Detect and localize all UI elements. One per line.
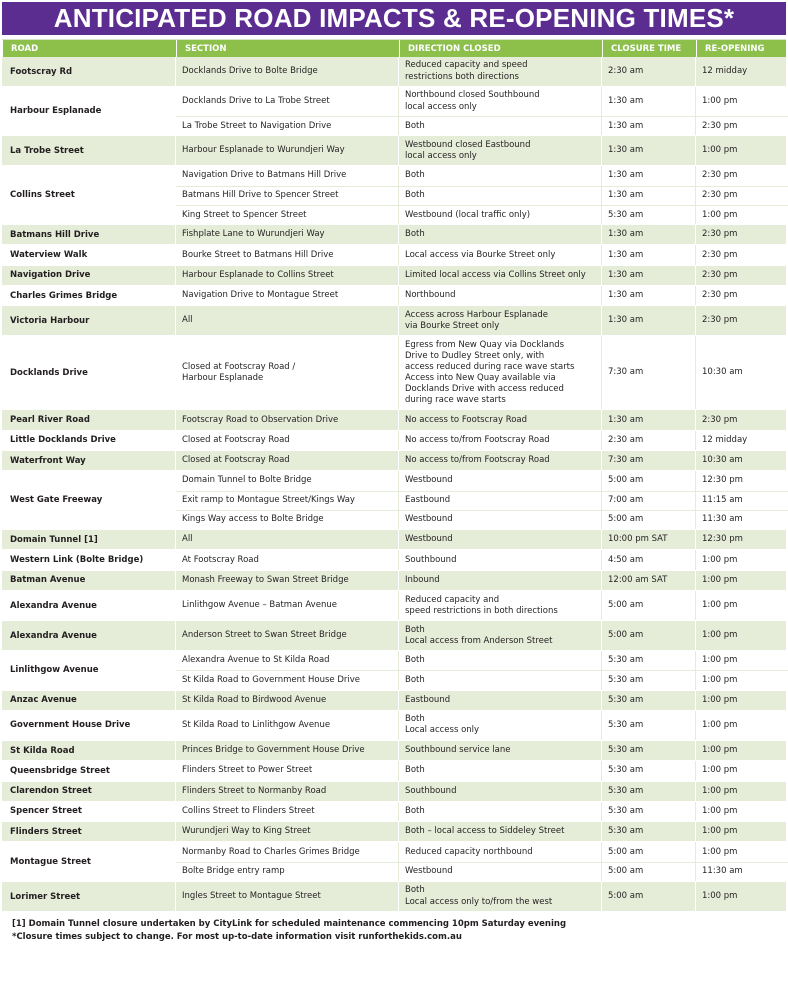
section-cell: Ingles Street to Montague Street xyxy=(176,882,399,911)
road-name: Batmans Hill Drive xyxy=(2,225,176,244)
direction-closed-cell: Reduced capacity northbound xyxy=(399,842,602,861)
section-cell: Collins Street to Flinders Street xyxy=(176,802,399,821)
section-cell: Closed at Footscray Road xyxy=(176,431,399,450)
road-sections xyxy=(176,225,788,244)
closure-time-cell: 5:00 am xyxy=(602,621,696,650)
section-row xyxy=(176,802,788,821)
road-sections xyxy=(176,530,788,549)
road-impacts-table xyxy=(2,39,786,912)
direction-closed-cell: Southbound service lane xyxy=(399,741,602,760)
header-closure-time: CLOSURE TIME xyxy=(603,40,697,57)
section-cell: Flinders Street to Normanby Road xyxy=(176,782,399,801)
section-cell: Normanby Road to Charles Grimes Bridge xyxy=(176,842,399,861)
section-row xyxy=(176,306,788,335)
road-sections xyxy=(176,166,788,224)
header-road: ROAD xyxy=(3,40,177,57)
table-row xyxy=(2,136,786,166)
title-banner xyxy=(2,2,786,35)
re-opening-cell: 1:00 pm xyxy=(696,802,788,821)
road-name: Navigation Drive xyxy=(2,266,176,285)
road-sections xyxy=(176,87,788,135)
page-title: ANTICIPATED ROAD IMPACTS & RE-OPENING TIMES* xyxy=(53,3,735,33)
road-sections xyxy=(176,336,788,409)
table-body xyxy=(2,57,786,912)
re-opening-cell: 12 midday xyxy=(696,431,788,450)
section-row xyxy=(176,862,788,881)
closure-time-cell: 4:50 am xyxy=(602,550,696,569)
table-row xyxy=(2,741,786,761)
section-cell: Bolte Bridge entry ramp xyxy=(176,863,399,881)
re-opening-cell: 1:00 pm xyxy=(696,822,788,841)
direction-closed-cell: Both xyxy=(399,671,602,689)
road-sections xyxy=(176,471,788,529)
table-row xyxy=(2,782,786,802)
direction-closed-cell: Westbound (local traffic only) xyxy=(399,206,602,224)
section-cell: Docklands Drive to La Trobe Street xyxy=(176,87,399,116)
direction-closed-cell: Limited local access via Collins Street only xyxy=(399,266,602,285)
road-name: Spencer Street xyxy=(2,802,176,821)
table-row xyxy=(2,621,786,651)
re-opening-cell: 1:00 pm xyxy=(696,782,788,801)
re-opening-cell: 2:30 pm xyxy=(696,245,788,264)
header-direction-closed: DIRECTION CLOSED xyxy=(400,40,603,57)
section-cell: King Street to Spencer Street xyxy=(176,206,399,224)
direction-closed-cell: Northbound closed Southbound local access only xyxy=(399,87,602,116)
closure-time-cell: 7:30 am xyxy=(602,451,696,470)
section-cell: All xyxy=(176,306,399,335)
re-opening-cell: 1:00 pm xyxy=(696,571,788,590)
road-sections xyxy=(176,266,788,285)
re-opening-cell: 12:30 pm xyxy=(696,471,788,490)
section-cell: Harbour Esplanade to Wurundjeri Way xyxy=(176,136,399,165)
re-opening-cell: 1:00 pm xyxy=(696,87,788,116)
road-name: Queensbridge Street xyxy=(2,761,176,780)
road-name: Montague Street xyxy=(2,842,176,881)
re-opening-cell: 1:00 pm xyxy=(696,842,788,861)
road-sections xyxy=(176,571,788,590)
section-cell: Princes Bridge to Government House Drive xyxy=(176,741,399,760)
section-row xyxy=(176,842,788,861)
road-name: Alexandra Avenue xyxy=(2,591,176,620)
section-cell: Alexandra Avenue to St Kilda Road xyxy=(176,651,399,670)
direction-closed-cell: Both Local access only xyxy=(399,711,602,740)
re-opening-cell: 11:15 am xyxy=(696,492,788,510)
direction-closed-cell: Both xyxy=(399,166,602,185)
closure-time-cell: 5:30 am xyxy=(602,802,696,821)
table-row xyxy=(2,286,786,306)
road-name: Flinders Street xyxy=(2,822,176,841)
section-cell: Closed at Footscray Road / Harbour Esplanade xyxy=(176,336,399,409)
road-name: Batman Avenue xyxy=(2,571,176,590)
re-opening-cell: 1:00 pm xyxy=(696,671,788,689)
section-row xyxy=(176,186,788,205)
direction-closed-cell: Both xyxy=(399,761,602,780)
section-cell: Linlithgow Avenue – Batman Avenue xyxy=(176,591,399,620)
section-cell: Navigation Drive to Batmans Hill Drive xyxy=(176,166,399,185)
road-name: Little Docklands Drive xyxy=(2,431,176,450)
re-opening-cell: 1:00 pm xyxy=(696,882,788,911)
re-opening-cell: 2:30 pm xyxy=(696,266,788,285)
direction-closed-cell: Southbound xyxy=(399,550,602,569)
direction-closed-cell: No access to/from Footscray Road xyxy=(399,431,602,450)
closure-time-cell: 1:30 am xyxy=(602,166,696,185)
direction-closed-cell: Inbound xyxy=(399,571,602,590)
direction-closed-cell: Both – local access to Siddeley Street xyxy=(399,822,602,841)
section-row xyxy=(176,761,788,780)
section-cell: Bourke Street to Batmans Hill Drive xyxy=(176,245,399,264)
direction-closed-cell: Reduced capacity and speed restrictions both directions xyxy=(399,57,602,86)
direction-closed-cell: Northbound xyxy=(399,286,602,305)
road-name: Anzac Avenue xyxy=(2,691,176,710)
section-cell: Harbour Esplanade to Collins Street xyxy=(176,266,399,285)
table-row xyxy=(2,57,786,87)
section-cell: Domain Tunnel to Bolte Bridge xyxy=(176,471,399,490)
section-row xyxy=(176,87,788,116)
direction-closed-cell: Westbound closed Eastbound local access only xyxy=(399,136,602,165)
closure-time-cell: 5:30 am xyxy=(602,822,696,841)
table-row xyxy=(2,711,786,741)
closure-time-cell: 5:00 am xyxy=(602,863,696,881)
section-row xyxy=(176,711,788,740)
road-name: West Gate Freeway xyxy=(2,471,176,529)
road-name: St Kilda Road xyxy=(2,741,176,760)
section-cell: La Trobe Street to Navigation Drive xyxy=(176,117,399,135)
table-row xyxy=(2,306,786,336)
road-name: Western Link (Bolte Bridge) xyxy=(2,550,176,569)
re-opening-cell: 1:00 pm xyxy=(696,621,788,650)
section-cell: Monash Freeway to Swan Street Bridge xyxy=(176,571,399,590)
closure-time-cell: 5:30 am xyxy=(602,206,696,224)
section-cell: Footscray Road to Observation Drive xyxy=(176,410,399,429)
closure-time-cell: 12:00 am SAT xyxy=(602,571,696,590)
direction-closed-cell: Access across Harbour Esplanade via Bourke Street only xyxy=(399,306,602,335)
closure-time-cell: 5:30 am xyxy=(602,782,696,801)
road-sections xyxy=(176,651,788,690)
road-sections xyxy=(176,286,788,305)
table-row xyxy=(2,245,786,265)
road-name: Alexandra Avenue xyxy=(2,621,176,650)
direction-closed-cell: Both xyxy=(399,225,602,244)
re-opening-cell: 1:00 pm xyxy=(696,711,788,740)
table-row xyxy=(2,266,786,286)
direction-closed-cell: Both Local access from Anderson Street xyxy=(399,621,602,650)
direction-closed-cell: Local access via Bourke Street only xyxy=(399,245,602,264)
closure-time-cell: 1:30 am xyxy=(602,306,696,335)
road-name: Harbour Esplanade xyxy=(2,87,176,135)
footnotes xyxy=(2,918,786,944)
re-opening-cell: 11:30 am xyxy=(696,863,788,881)
road-sections xyxy=(176,761,788,780)
table-row xyxy=(2,842,786,882)
table-row xyxy=(2,431,786,451)
section-cell: St Kilda Road to Birdwood Avenue xyxy=(176,691,399,710)
re-opening-cell: 2:30 pm xyxy=(696,306,788,335)
road-name: Linlithgow Avenue xyxy=(2,651,176,690)
direction-closed-cell: Westbound xyxy=(399,471,602,490)
table-row xyxy=(2,225,786,245)
road-sections xyxy=(176,431,788,450)
closure-time-cell: 1:30 am xyxy=(602,266,696,285)
section-row xyxy=(176,136,788,165)
closure-time-cell: 5:00 am xyxy=(602,471,696,490)
re-opening-cell: 10:30 am xyxy=(696,451,788,470)
section-cell: Flinders Street to Power Street xyxy=(176,761,399,780)
re-opening-cell: 1:00 pm xyxy=(696,761,788,780)
re-opening-cell: 2:30 pm xyxy=(696,410,788,429)
section-row xyxy=(176,451,788,470)
closure-time-cell: 1:30 am xyxy=(602,225,696,244)
table-row xyxy=(2,571,786,591)
direction-closed-cell: Both xyxy=(399,117,602,135)
table-row xyxy=(2,651,786,691)
section-row xyxy=(176,286,788,305)
re-opening-cell: 2:30 pm xyxy=(696,225,788,244)
closure-time-cell: 7:00 am xyxy=(602,492,696,510)
section-cell: Kings Way access to Bolte Bridge xyxy=(176,511,399,529)
section-row xyxy=(176,741,788,760)
road-sections xyxy=(176,691,788,710)
closure-time-cell: 1:30 am xyxy=(602,410,696,429)
section-row xyxy=(176,651,788,670)
section-cell: At Footscray Road xyxy=(176,550,399,569)
section-cell: St Kilda Road to Government House Drive xyxy=(176,671,399,689)
table-row xyxy=(2,591,786,621)
road-sections xyxy=(176,782,788,801)
closure-time-cell: 10:00 pm SAT xyxy=(602,530,696,549)
section-row xyxy=(176,882,788,911)
section-row xyxy=(176,621,788,650)
closure-time-cell: 2:30 am xyxy=(602,431,696,450)
road-name: Footscray Rd xyxy=(2,57,176,86)
road-sections xyxy=(176,741,788,760)
section-cell: Docklands Drive to Bolte Bridge xyxy=(176,57,399,86)
road-sections xyxy=(176,245,788,264)
re-opening-cell: 1:00 pm xyxy=(696,741,788,760)
direction-closed-cell: No access to Footscray Road xyxy=(399,410,602,429)
re-opening-cell: 1:00 pm xyxy=(696,136,788,165)
section-row xyxy=(176,431,788,450)
closure-time-cell: 1:30 am xyxy=(602,245,696,264)
road-sections xyxy=(176,802,788,821)
section-row xyxy=(176,336,788,409)
section-row xyxy=(176,57,788,86)
closure-time-cell: 5:30 am xyxy=(602,651,696,670)
direction-closed-cell: Reduced capacity and speed restrictions in both directions xyxy=(399,591,602,620)
re-opening-cell: 1:00 pm xyxy=(696,591,788,620)
road-name: Clarendon Street xyxy=(2,782,176,801)
section-cell: Wurundjeri Way to King Street xyxy=(176,822,399,841)
road-sections xyxy=(176,306,788,335)
section-row xyxy=(176,670,788,689)
road-sections xyxy=(176,136,788,165)
section-row xyxy=(176,245,788,264)
direction-closed-cell: Both xyxy=(399,802,602,821)
road-name: Victoria Harbour xyxy=(2,306,176,335)
re-opening-cell: 12 midday xyxy=(696,57,788,86)
section-cell: St Kilda Road to Linlithgow Avenue xyxy=(176,711,399,740)
direction-closed-cell: Both xyxy=(399,651,602,670)
section-cell: Navigation Drive to Montague Street xyxy=(176,286,399,305)
table-row xyxy=(2,691,786,711)
header-re-opening: RE-OPENING xyxy=(697,40,787,57)
closure-time-cell: 1:30 am xyxy=(602,286,696,305)
table-header xyxy=(2,40,786,57)
direction-closed-cell: No access to/from Footscray Road xyxy=(399,451,602,470)
direction-closed-cell: Both Local access only to/from the west xyxy=(399,882,602,911)
re-opening-cell: 1:00 pm xyxy=(696,691,788,710)
re-opening-cell: 2:30 pm xyxy=(696,286,788,305)
direction-closed-cell: Egress from New Quay via Docklands Drive to Dudley Street only, with access reduced during race wave starts Access into New Quay available via Docklands Drive with access reduced during race wave starts xyxy=(399,336,602,409)
section-row xyxy=(176,571,788,590)
table-row xyxy=(2,166,786,225)
road-sections xyxy=(176,621,788,650)
table-row xyxy=(2,471,786,530)
section-cell: Anderson Street to Swan Street Bridge xyxy=(176,621,399,650)
section-row xyxy=(176,410,788,429)
road-sections xyxy=(176,550,788,569)
section-row xyxy=(176,205,788,224)
table-row xyxy=(2,336,786,410)
road-sections xyxy=(176,711,788,740)
section-row xyxy=(176,550,788,569)
road-name: Docklands Drive xyxy=(2,336,176,409)
section-row xyxy=(176,782,788,801)
road-name: La Trobe Street xyxy=(2,136,176,165)
table-row xyxy=(2,410,786,430)
table-row xyxy=(2,882,786,912)
table-row xyxy=(2,530,786,550)
section-row xyxy=(176,471,788,490)
footnote-subject-to-change: *Closure times subject to change. For most up-to-date information visit runforthekids.com.au xyxy=(12,931,462,942)
section-row xyxy=(176,266,788,285)
road-sections xyxy=(176,882,788,911)
road-name: Charles Grimes Bridge xyxy=(2,286,176,305)
direction-closed-cell: Westbound xyxy=(399,863,602,881)
table-row xyxy=(2,550,786,570)
re-opening-cell: 11:30 am xyxy=(696,511,788,529)
section-row xyxy=(176,510,788,529)
table-row xyxy=(2,87,786,136)
closure-time-cell: 5:30 am xyxy=(602,711,696,740)
re-opening-cell: 2:30 pm xyxy=(696,117,788,135)
table-row xyxy=(2,822,786,842)
section-row xyxy=(176,530,788,549)
road-name: Collins Street xyxy=(2,166,176,224)
section-row xyxy=(176,822,788,841)
direction-closed-cell: Southbound xyxy=(399,782,602,801)
re-opening-cell: 1:00 pm xyxy=(696,206,788,224)
road-sections xyxy=(176,842,788,881)
re-opening-cell: 1:00 pm xyxy=(696,550,788,569)
section-cell: All xyxy=(176,530,399,549)
closure-time-cell: 5:30 am xyxy=(602,671,696,689)
closure-time-cell: 5:00 am xyxy=(602,591,696,620)
road-sections xyxy=(176,591,788,620)
section-cell: Closed at Footscray Road xyxy=(176,451,399,470)
road-name: Domain Tunnel [1] xyxy=(2,530,176,549)
re-opening-cell: 2:30 pm xyxy=(696,187,788,205)
closure-time-cell: 2:30 am xyxy=(602,57,696,86)
closure-time-cell: 1:30 am xyxy=(602,187,696,205)
header-section: SECTION xyxy=(177,40,400,57)
section-row xyxy=(176,225,788,244)
re-opening-cell: 2:30 pm xyxy=(696,166,788,185)
closure-time-cell: 7:30 am xyxy=(602,336,696,409)
direction-closed-cell: Westbound xyxy=(399,511,602,529)
road-name: Lorimer Street xyxy=(2,882,176,911)
closure-time-cell: 5:00 am xyxy=(602,882,696,911)
direction-closed-cell: Eastbound xyxy=(399,492,602,510)
direction-closed-cell: Westbound xyxy=(399,530,602,549)
closure-time-cell: 5:00 am xyxy=(602,842,696,861)
re-opening-cell: 12:30 pm xyxy=(696,530,788,549)
table-row xyxy=(2,802,786,822)
road-name: Waterview Walk xyxy=(2,245,176,264)
road-sections xyxy=(176,57,788,86)
road-name: Pearl River Road xyxy=(2,410,176,429)
closure-time-cell: 5:30 am xyxy=(602,761,696,780)
direction-closed-cell: Eastbound xyxy=(399,691,602,710)
road-sections xyxy=(176,451,788,470)
closure-time-cell: 1:30 am xyxy=(602,87,696,116)
direction-closed-cell: Both xyxy=(399,187,602,205)
re-opening-cell: 1:00 pm xyxy=(696,651,788,670)
section-cell: Fishplate Lane to Wurundjeri Way xyxy=(176,225,399,244)
closure-time-cell: 5:30 am xyxy=(602,741,696,760)
table-row xyxy=(2,451,786,471)
section-cell: Exit ramp to Montague Street/Kings Way xyxy=(176,492,399,510)
road-name: Government House Drive xyxy=(2,711,176,740)
closure-time-cell: 1:30 am xyxy=(602,117,696,135)
section-row xyxy=(176,491,788,510)
table-row xyxy=(2,761,786,781)
closure-time-cell: 1:30 am xyxy=(602,136,696,165)
section-row xyxy=(176,166,788,185)
section-row xyxy=(176,691,788,710)
section-row xyxy=(176,116,788,135)
re-opening-cell: 10:30 am xyxy=(696,336,788,409)
section-row xyxy=(176,591,788,620)
closure-time-cell: 5:30 am xyxy=(602,691,696,710)
road-name: Waterfront Way xyxy=(2,451,176,470)
footnote-domain-tunnel: [1] Domain Tunnel closure undertaken by CityLink for scheduled maintenance commencing 10pm Saturday evening xyxy=(12,919,567,930)
road-sections xyxy=(176,410,788,429)
road-sections xyxy=(176,822,788,841)
closure-time-cell: 5:00 am xyxy=(602,511,696,529)
section-cell: Batmans Hill Drive to Spencer Street xyxy=(176,187,399,205)
